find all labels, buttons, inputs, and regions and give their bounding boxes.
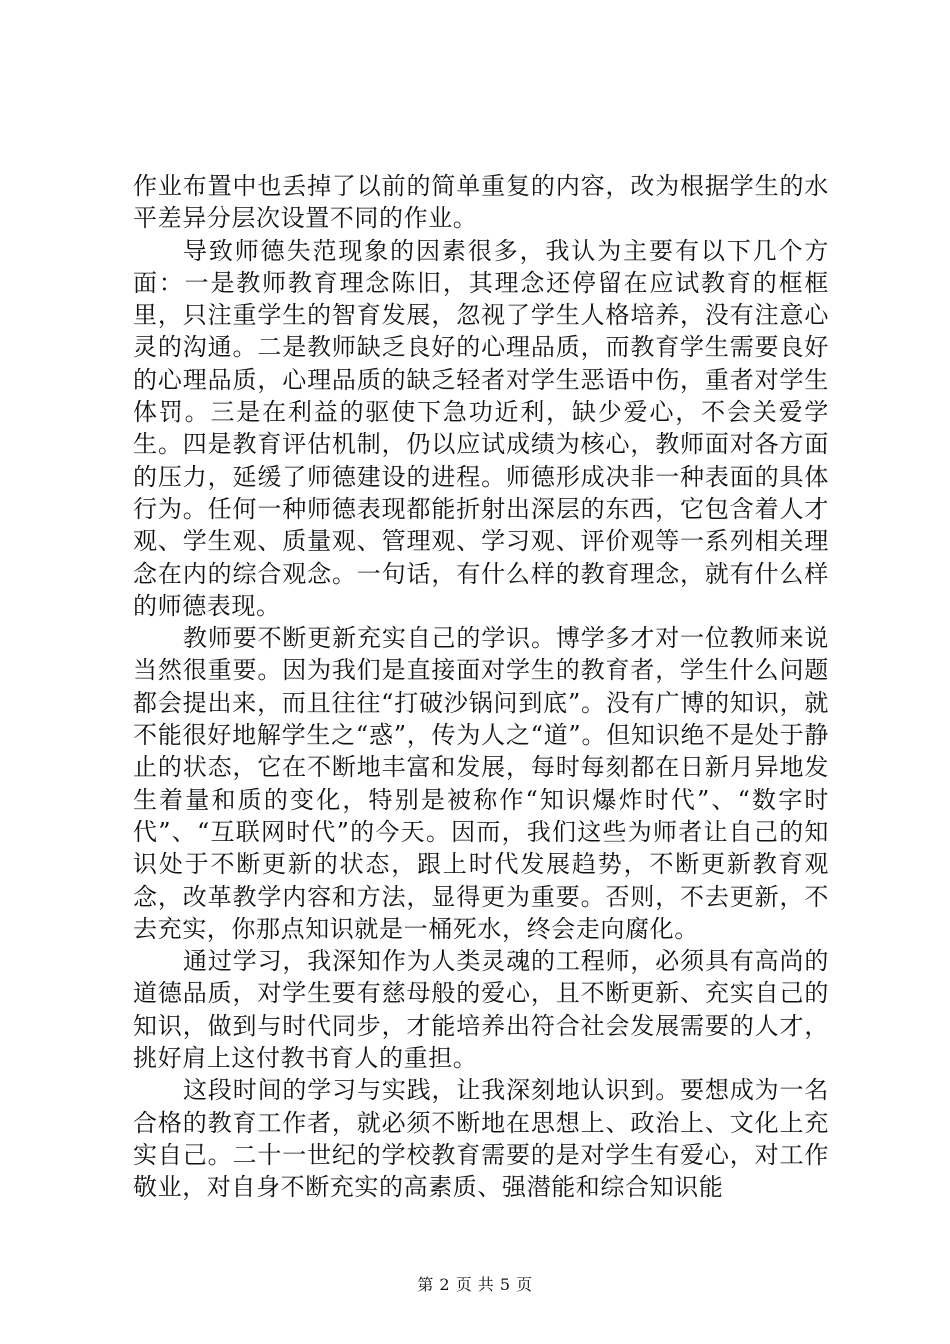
paragraph-1: 作业布置中也丢掉了以前的简单重复的内容，改为根据学生的水平差异分层次设置不同的作业。 [133, 172, 829, 233]
paragraph-3: 教师要不断更新充实自己的学识。博学多才对一位教师来说当然很重要。因为我们是直接面对学生的教育者，学生什么问题都会提出来，而且往往“打破沙锅问到底”。没有广博的知识，就不能很好地解学生之“惑”，传为人之“道”。但知识绝不是处于静止的状态，它在不断地丰富和发展，每时每刻都在日新月异地发生着量和质的变化，特别是被称作“知识爆炸时代”、“数字时代”、“互联网时代”的今天。因而，我们这些为师者让自己的知识处于不断更新的状态，跟上时代发展趋势，不断更新教育观念，改革教学内容和方法，显得更为重要。否则，不去更新，不去充实，你那点知识就是一桶死水，终会走向腐化。 [133, 624, 829, 943]
page-footer: 第 2 页 共 5 页 [417, 1275, 533, 1294]
paragraph-2: 导致师德失范现象的因素很多，我认为主要有以下几个方面：一是教师教育理念陈旧，其理念还停留在应试教育的框框里，只注重学生的智育发展，忽视了学生人格培养，没有注意心灵的沟通。二是教师缺乏良好的心理品质，而教育学生需要良好的心理品质，心理品质的缺乏轻者对学生恶语中伤，重者对学生体罚。三是在利益的驱使下急功近利，缺少爱心，不会关爱学生。四是教育评估机制，仍以应试成绩为核心，教师面对各方面的压力，延缓了师德建设的进程。师德形成决非一种表面的具体行为。任何一种师德表现都能折射出深层的东西，它包含着人才观、学生观、质量观、管理观、学习观、评价观等一系列相关理念在内的综合观念。一句话，有什么样的教育理念，就有什么样的师德表现。 [133, 236, 829, 620]
paragraph-4: 通过学习，我深知作为人类灵魂的工程师，必须具有高尚的道德品质，对学生要有慈母般的爱心，且不断更新、充实自己的知识，做到与时代同步，才能培养出符合社会发展需要的人才，挑好肩上这付教书育人的重担。 [133, 947, 829, 1073]
paragraph-5: 这段时间的学习与实践，让我深刻地认识到。要想成为一名合格的教育工作者，就必须不断地在思想上、政治上、文化上充实自己。二十一世纪的学校教育需要的是对学生有爱心，对工作敬业，对自身不断充实的高素质、强潜能和综合知识能 [133, 1076, 829, 1202]
document-body [133, 170, 829, 1204]
